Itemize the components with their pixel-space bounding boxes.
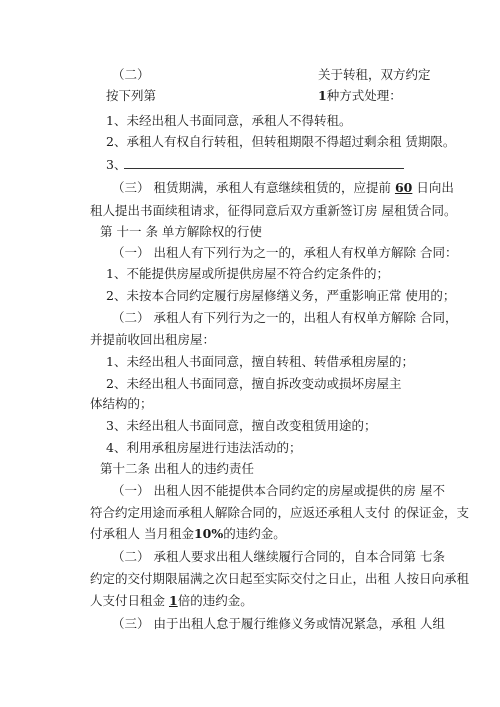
article-heading: 第十二条 出租人的违约责任 xyxy=(100,461,254,476)
paragraph-line: 按下列第 xyxy=(106,88,157,103)
clause-2-label: （二） xyxy=(112,67,150,82)
list-item: 1、未经出租人书面同意，擅自转租、转借承租房屋的； xyxy=(106,354,414,369)
text-segment: 的违约金。 xyxy=(223,526,286,541)
paragraph-line: （二） 承租人要求出租人继续履行合同的，自本合同第 七条 xyxy=(112,549,445,564)
text-segment: 日向出 xyxy=(412,180,454,195)
paragraph-line xyxy=(318,88,402,104)
list-item: 4、利用承租房屋进行违法活动的； xyxy=(106,440,302,455)
list-item: 3、 xyxy=(106,157,127,172)
fill-in-blank-line xyxy=(124,168,404,169)
list-item: 1、不能提供房屋或所提供房屋不符合约定条件的； xyxy=(106,266,389,281)
paragraph-line: 符合约定用途而承租人解除合同的，应返还承租人支付 的保证金，支 xyxy=(90,505,469,520)
paragraph-line: 并提前收回出租房屋： xyxy=(90,332,216,347)
notice-days-value: 60 xyxy=(394,180,413,195)
paragraph-line: 约定的交付期限届满之次日起至实际交付之日止，出租 人按日向承租 xyxy=(90,571,469,586)
penalty-percent-value: 10% xyxy=(193,526,224,541)
list-item: 2、承租人有权自行转租，但转租期限不得超过剩余租 赁期限。 xyxy=(106,134,456,149)
list-item: 3、未经出租人书面同意，擅自改变租赁用途的； xyxy=(106,418,377,433)
paragraph-line: 租人提出书面续租请求，征得同意后双方重新签订房 屋租赁合同。 xyxy=(90,203,457,218)
paragraph-line xyxy=(112,180,454,196)
list-item: 2、未按本合同约定履行房屋修缮义务，严重影响正常 使用的； xyxy=(106,288,456,303)
method-number: 1 xyxy=(318,88,327,103)
text-segment: 人支付日租金 xyxy=(90,593,169,608)
article-heading: 第 十一 条 单方解除权的行使 xyxy=(100,224,262,239)
paragraph-line: （二） 承租人有下列行为之一的，出租人有权单方解除 合同， xyxy=(112,310,458,325)
clause-2-heading: 关于转租，双方约定 xyxy=(318,67,431,82)
text-segment: （三） 租赁期满，承租人有意继续租赁的，应提前 xyxy=(112,180,395,195)
paragraph-line: （一） 出租人因不能提供本合同约定的房屋或提供的房 屋不 xyxy=(112,483,445,498)
list-item: 2、未经出租人书面同意，擅自拆改变动或损坏房屋主 xyxy=(106,376,402,391)
list-item: 1、未经出租人书面同意，承租人不得转租。 xyxy=(106,113,352,128)
method-text: 种方式处理： xyxy=(326,88,402,103)
paragraph-line xyxy=(90,593,253,609)
text-segment: 付承租人 当月租金 xyxy=(90,526,194,541)
paragraph-line: （三） 由于出租人怠于履行维修义务或情况紧急，承租 人组 xyxy=(112,616,445,631)
paragraph-line: （一） 出租人有下列行为之一的，承租人有权单方解除 合同： xyxy=(112,245,458,260)
paragraph-line xyxy=(90,526,286,542)
list-item-continued: 体结构的； xyxy=(90,396,153,411)
text-segment: 倍的违约金。 xyxy=(177,593,253,608)
penalty-multiplier-value: 1 xyxy=(168,593,178,608)
